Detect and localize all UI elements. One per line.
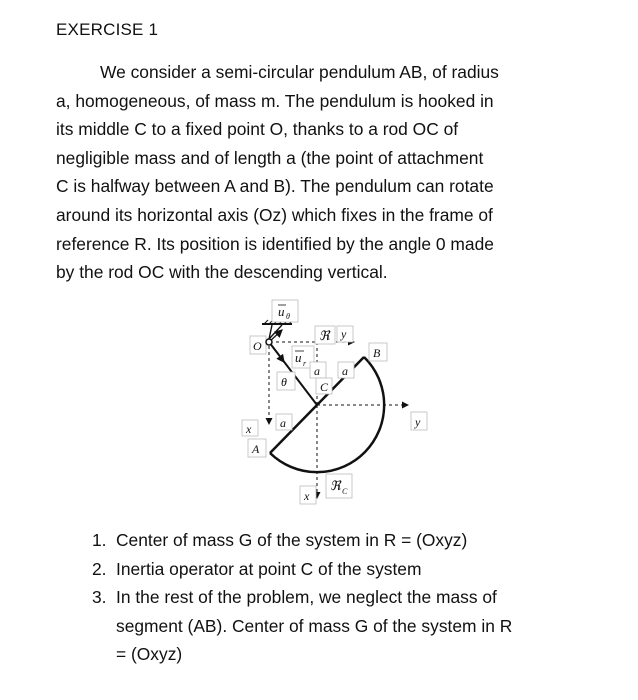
point-a-label: A	[252, 442, 260, 456]
question-line: In the rest of the problem, we neglect the mass of	[116, 587, 497, 608]
question-text	[116, 555, 421, 584]
problem-statement	[56, 58, 576, 287]
question-text	[116, 583, 512, 669]
paragraph-line: a, homogeneous, of mass m. The pendulum is hooked in	[56, 90, 494, 111]
axis-y-top-label: y	[341, 327, 347, 341]
length-a-left-label: a	[280, 416, 286, 430]
paragraph-line: We consider a semi-circular pendulum AB, of radius	[100, 62, 499, 82]
axis-x-top-label: x	[246, 422, 252, 436]
angle-theta-label: θ	[281, 375, 287, 389]
point-o-label: O	[253, 339, 262, 353]
question-number: 3.	[92, 587, 107, 608]
question-line: Inertia operator at point C of the system	[116, 558, 422, 579]
pivot-point-o	[266, 339, 272, 345]
question-item	[92, 583, 512, 669]
question-number: 1.	[92, 530, 107, 550]
point-c-label: C	[320, 380, 329, 394]
question-list	[92, 526, 512, 669]
radius-a-label: a	[342, 364, 348, 378]
question-line: Center of mass G of the system in R = (Oxyz)	[116, 530, 468, 550]
paragraph-line: reference R. Its position is identified by the angle 0 made	[56, 233, 494, 254]
fixed-support	[262, 320, 293, 339]
question-item	[92, 526, 512, 555]
paragraph-line: its middle C to a fixed point O, thanks to a rod OC of	[56, 119, 459, 140]
question-text	[116, 526, 467, 555]
pendulum-diagram	[236, 294, 446, 508]
frame-r-label: ℜ	[319, 328, 330, 343]
pendulum-figure	[236, 294, 446, 513]
question-number: 2.	[92, 558, 107, 579]
u-theta-sub: θ	[286, 312, 290, 321]
axis-x-bottom-label: x	[304, 489, 310, 503]
frame-rc-sub: C	[342, 487, 348, 496]
u-theta-label: u	[278, 304, 285, 319]
paragraph-line: C is halfway between A and B). The pendulum can rotate	[56, 176, 494, 197]
frame-rc-label: ℜ	[330, 478, 341, 493]
point-b-label: B	[373, 346, 381, 360]
paragraph-line: negligible mass and of length a (the point of attachment	[56, 147, 484, 168]
rod-length-a-label: a	[314, 364, 320, 378]
axis-y-right-label: y	[415, 415, 421, 429]
question-line: segment (AB). Center of mass G of the system in R	[116, 615, 513, 636]
u-r-sub: r	[303, 359, 307, 368]
question-item	[92, 555, 512, 584]
paragraph-line: by the rod OC with the descending vertical.	[56, 262, 388, 283]
u-r-label: u	[295, 350, 302, 365]
exercise-heading: EXERCISE 1	[56, 20, 159, 39]
paragraph-line: around its horizontal axis (Oz) which fixes in the frame of	[56, 204, 493, 225]
question-line: = (Oxyz)	[116, 644, 183, 665]
